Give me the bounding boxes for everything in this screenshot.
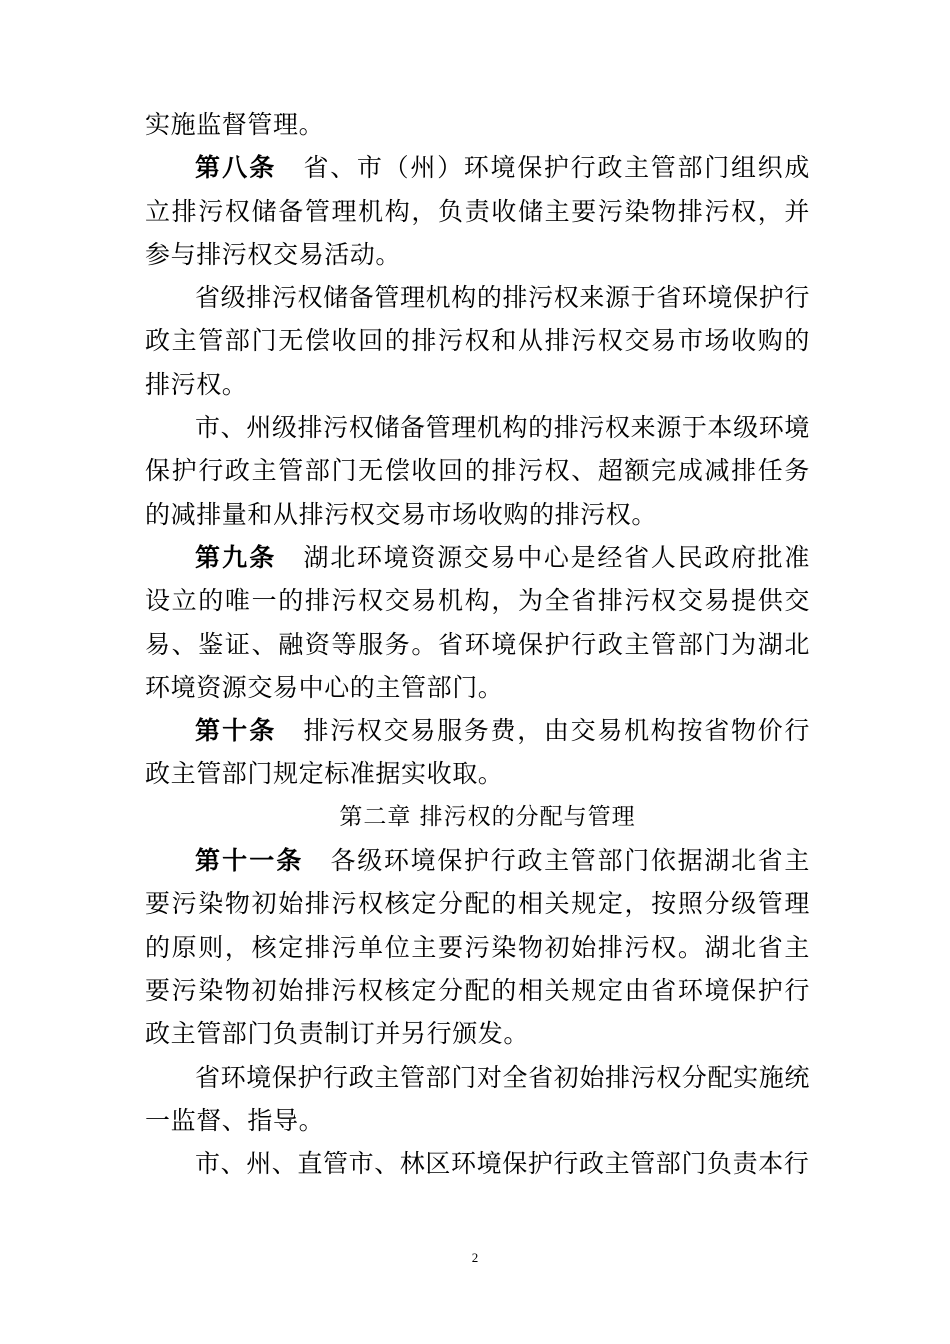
article-number: 第十一条	[195, 846, 304, 876]
paragraph-continuation	[145, 103, 810, 146]
article-number: 第十条	[195, 716, 277, 746]
article-number: 第九条	[195, 542, 277, 572]
chapter-heading: 第二章 排污权的分配与管理	[339, 803, 636, 830]
article-11	[145, 839, 810, 1055]
paragraph-text: 省级排污权储备管理机构的排污权来源于省环境保护行政主管部门无偿收回的排污权和从排污权交易市场收购的排污权。	[145, 283, 810, 399]
document-body	[145, 103, 810, 1185]
page-number: 2	[471, 1250, 479, 1265]
paragraph	[145, 406, 810, 536]
article-10	[145, 709, 810, 796]
paragraph-text: 湖北环境资源交易中心是经省人民政府批准设立的唯一的排污权交易机构，为全省排污权交易提供交易、鉴证、融资等服务。省环境保护行政主管部门为湖北环境资源交易中心的主管部门。	[145, 542, 810, 702]
paragraph	[145, 1142, 810, 1185]
paragraph-text: 排污权交易服务费，由交易机构按省物价行政主管部门规定标准据实收取。	[145, 716, 810, 789]
paragraph	[145, 276, 810, 406]
paragraph-text: 实施监督管理。	[145, 110, 325, 139]
paragraph-text: 市、州级排污权储备管理机构的排污权来源于本级环境保护行政主管部门无偿收回的排污权、超额完成减排任务的减排量和从排污权交易市场收购的排污权。	[145, 413, 810, 529]
paragraph-text: 省环境保护行政主管部门对全省初始排污权分配实施统一监督、指导。	[145, 1062, 810, 1135]
article-number: 第八条	[195, 153, 277, 183]
article-8	[145, 146, 810, 276]
paragraph-text: 省、市（州）环境保护行政主管部门组织成立排污权储备管理机构，负责收储主要污染物排污权，并参与排污权交易活动。	[145, 153, 810, 269]
paragraph-text: 市、州、直管市、林区环境保护行政主管部门负责本行	[195, 1149, 810, 1179]
paragraph-text: 各级环境保护行政主管部门依据湖北省主要污染物初始排污权核定分配的相关规定，按照分级管理的原则，核定排污单位主要污染物初始排污权。湖北省主要污染物初始排污权核定分配的相关规定由省环境保护行政主管部门负责制订并另行颁发。	[145, 846, 810, 1049]
paragraph	[145, 1056, 810, 1143]
article-9	[145, 536, 810, 709]
